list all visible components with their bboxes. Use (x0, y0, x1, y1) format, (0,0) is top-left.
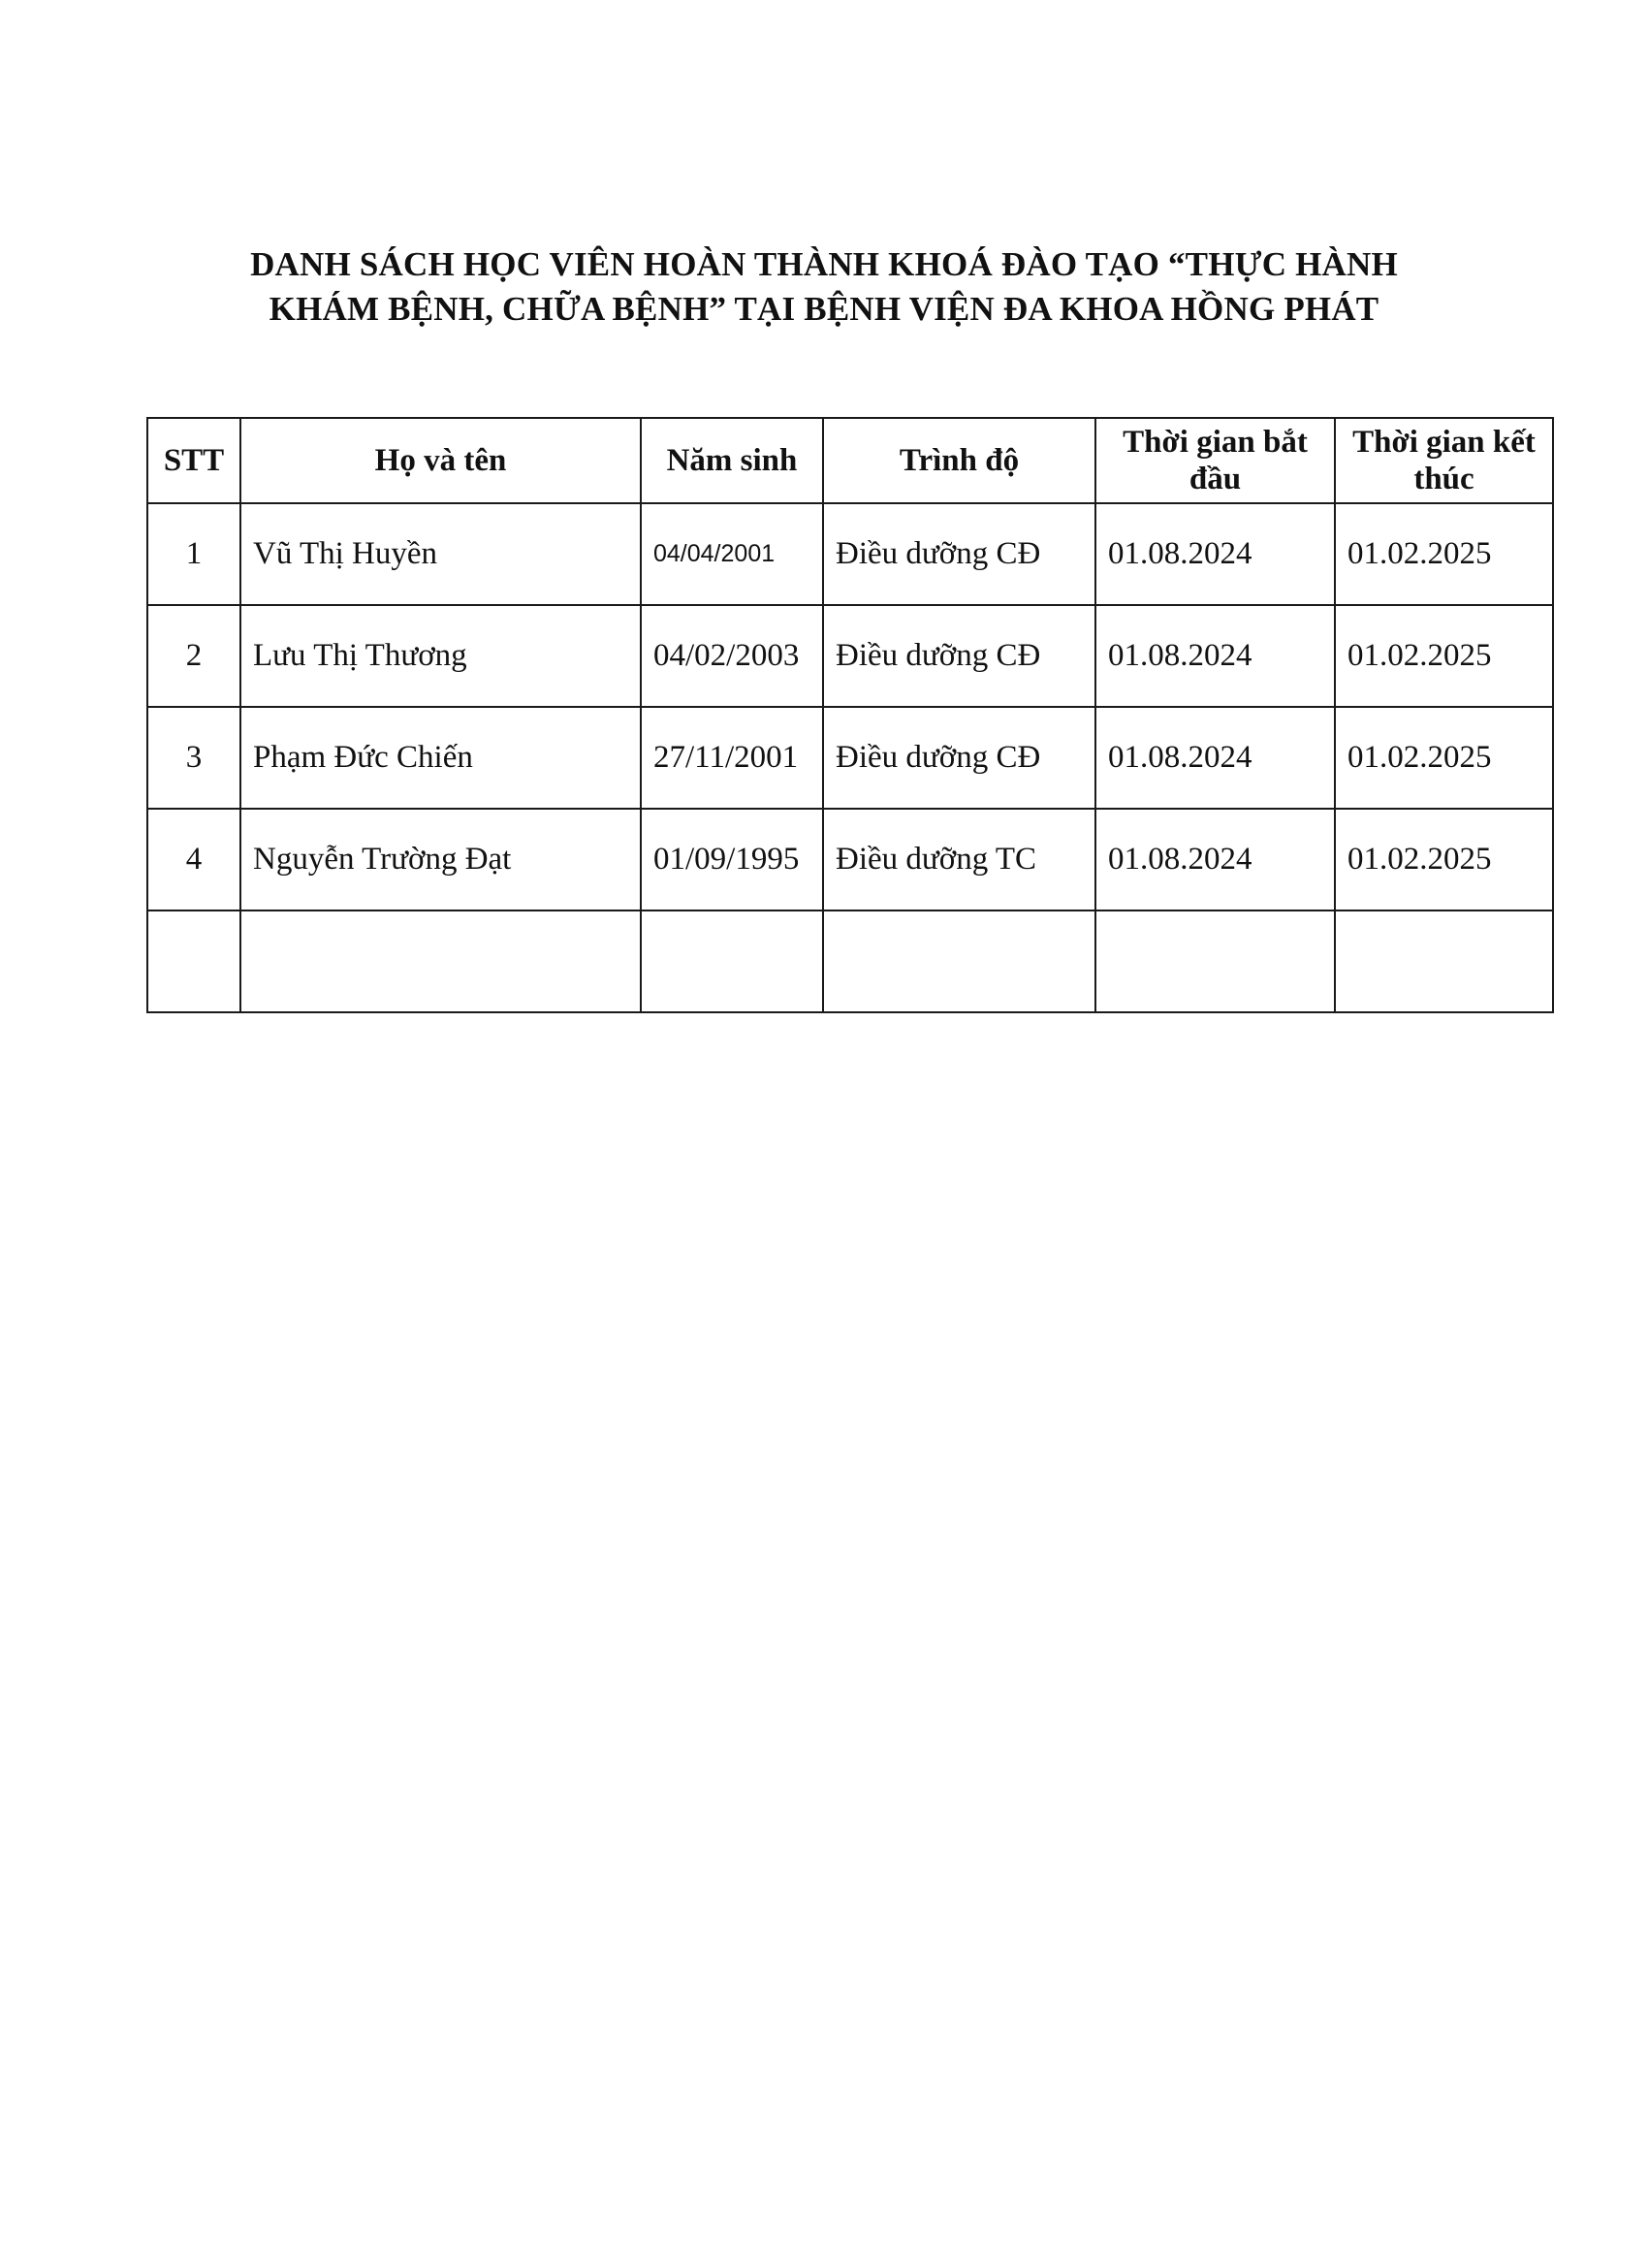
title-line-2: KHÁM BỆNH, CHỮA BỆNH” TẠI BỆNH VIỆN ĐA KHOA HỒNG PHÁT (269, 290, 1379, 328)
student-table (146, 417, 1554, 1013)
cell-end: 01.02.2025 (1335, 707, 1553, 809)
cell-level: Điều dưỡng TC (823, 809, 1095, 910)
table-row (147, 809, 1553, 910)
cell-stt: 1 (147, 503, 240, 605)
title-line-1: DANH SÁCH HỌC VIÊN HOÀN THÀNH KHOÁ ĐÀO TẠO “THỰC HÀNH (250, 245, 1398, 283)
cell-stt: 3 (147, 707, 240, 809)
header-start: Thời gian bắt đầu (1095, 418, 1335, 503)
cell-name (240, 910, 641, 1012)
cell-name: Phạm Đức Chiến (240, 707, 641, 809)
cell-start: 01.08.2024 (1095, 503, 1335, 605)
cell-level (823, 910, 1095, 1012)
cell-start (1095, 910, 1335, 1012)
cell-name: Vũ Thị Huyền (240, 503, 641, 605)
cell-stt: 2 (147, 605, 240, 707)
table-header-row (147, 418, 1553, 503)
table-row (147, 605, 1553, 707)
cell-end (1335, 910, 1553, 1012)
cell-stt: 4 (147, 809, 240, 910)
cell-name: Lưu Thị Thương (240, 605, 641, 707)
table-row (147, 503, 1553, 605)
cell-level: Điều dưỡng CĐ (823, 503, 1095, 605)
table-row (147, 707, 1553, 809)
header-name: Họ và tên (240, 418, 641, 503)
header-end: Thời gian kết thúc (1335, 418, 1553, 503)
cell-end: 01.02.2025 (1335, 605, 1553, 707)
cell-dob: 04/02/2003 (641, 605, 823, 707)
cell-dob (641, 910, 823, 1012)
table-row-empty (147, 910, 1553, 1012)
cell-end: 01.02.2025 (1335, 503, 1553, 605)
header-stt: STT (147, 418, 240, 503)
cell-level: Điều dưỡng CĐ (823, 605, 1095, 707)
cell-dob: 01/09/1995 (641, 809, 823, 910)
cell-start: 01.08.2024 (1095, 707, 1335, 809)
header-dob: Năm sinh (641, 418, 823, 503)
header-level: Trình độ (823, 418, 1095, 503)
cell-dob: 27/11/2001 (641, 707, 823, 809)
cell-level: Điều dưỡng CĐ (823, 707, 1095, 809)
cell-dob: 04/04/2001 (641, 503, 823, 605)
document-title (0, 242, 1648, 332)
cell-name: Nguyễn Trường Đạt (240, 809, 641, 910)
cell-start: 01.08.2024 (1095, 605, 1335, 707)
cell-end: 01.02.2025 (1335, 809, 1553, 910)
cell-stt (147, 910, 240, 1012)
cell-start: 01.08.2024 (1095, 809, 1335, 910)
